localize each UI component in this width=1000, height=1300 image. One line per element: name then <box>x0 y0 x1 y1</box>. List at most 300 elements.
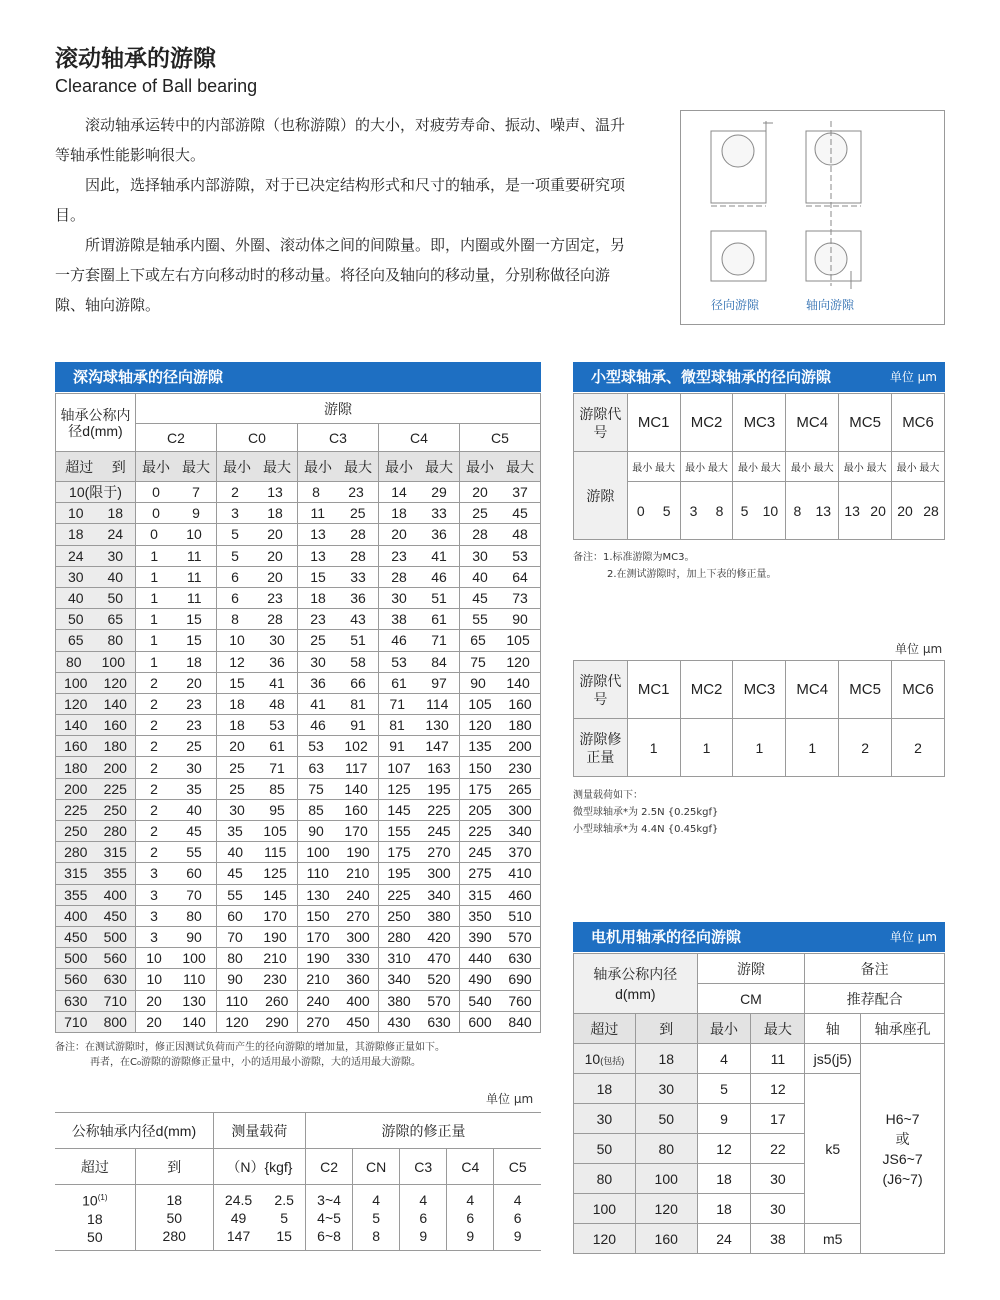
cell-value: 2 <box>150 717 158 734</box>
cell-value: 355 <box>64 886 88 903</box>
table1-group-head: C0 <box>217 424 298 452</box>
cell-value: 20 <box>229 738 245 755</box>
table2-to-head: 到 <box>135 1149 213 1185</box>
cell-value: 20 <box>186 674 202 691</box>
cell-value: 265 <box>508 780 532 797</box>
clearance-range <box>298 905 379 926</box>
cell-value: 7 <box>192 484 200 501</box>
cell-value: 540 <box>468 992 492 1009</box>
cell-value: 20 <box>897 502 913 519</box>
table2-c5 <box>494 1185 541 1251</box>
table5-max: 最大 <box>751 1014 805 1044</box>
table5-over: 80 <box>574 1164 636 1194</box>
cell-value: 71 <box>389 695 406 712</box>
clearance-range <box>298 799 379 820</box>
clearance-range <box>298 1011 379 1032</box>
cell-value: 3~4 <box>317 1191 341 1208</box>
clearance-range <box>460 842 541 863</box>
cell-value: 114 <box>426 695 449 712</box>
cell-value: 150 <box>468 759 492 776</box>
cell-value: 40 <box>227 844 244 861</box>
table4-value: 1 <box>786 719 839 777</box>
clearance-range <box>460 587 541 608</box>
cell-value: 100 <box>101 653 125 670</box>
bore-range <box>56 969 136 990</box>
cell-value: 315 <box>103 844 127 861</box>
table4-correction-label: 游隙修正量 <box>574 719 628 777</box>
cell-value: 最小 <box>385 458 413 475</box>
cell-value: 275 <box>468 865 492 882</box>
cell-value: 18 <box>391 505 407 522</box>
table1-col-head: 轴承公称内径d(mm) <box>56 394 136 452</box>
cell-value: 91 <box>350 717 366 734</box>
cell-value: 140 <box>64 717 88 734</box>
cell-value: 51 <box>350 632 366 649</box>
cell-value: 160 <box>508 695 532 712</box>
clearance-range <box>136 1011 217 1032</box>
cell-value: 11 <box>187 547 202 564</box>
clearance-range <box>217 884 298 905</box>
clearance-range <box>460 905 541 926</box>
cell-value: 41 <box>269 674 285 691</box>
clearance-range <box>379 651 460 672</box>
clearance-range <box>379 736 460 757</box>
clearance-range <box>298 969 379 990</box>
table5-max: 17 <box>751 1104 805 1134</box>
bore-range <box>56 778 136 799</box>
table2-class-head: C2 <box>306 1149 353 1185</box>
cell-value: 11 <box>187 568 202 585</box>
intro-paragraph: 所谓游隙是轴承内圈、外圈、滚动体之间的间隙量。即，内圈或外圈一方固定，另一方套圈上下或左右方向移动时的移动量。将径向及轴向的移动量，分别称做径向游隙、轴向游隙。 <box>55 236 626 314</box>
cell-value: 75 <box>308 780 324 797</box>
table3-title <box>573 362 945 392</box>
cell-value: 70 <box>227 929 243 946</box>
cell-value: 147 <box>425 738 449 755</box>
cell-value: 15 <box>229 674 245 691</box>
clearance-range <box>217 609 298 630</box>
cell-value: 105 <box>263 823 287 840</box>
cell-value: 48 <box>512 526 528 543</box>
table4-code: MC2 <box>680 661 733 719</box>
clearance-range <box>298 545 379 566</box>
clearance-range <box>217 926 298 947</box>
table5-over: 超过 <box>574 1014 636 1044</box>
load-n: 147 <box>226 1227 251 1244</box>
cell-value: 5 <box>372 1209 381 1226</box>
cell-value: 450 <box>64 929 88 946</box>
table2-unit: 单位 μm <box>486 1092 534 1106</box>
table1-group-head: C5 <box>460 424 541 452</box>
cell-value: 210 <box>263 950 287 967</box>
clearance-range <box>379 566 460 587</box>
cell-value: 5 <box>662 502 671 519</box>
cell-value: 110 <box>225 992 248 1009</box>
table-row <box>56 609 541 630</box>
cell-value: 29 <box>431 484 447 501</box>
cell-value: 290 <box>265 1013 289 1030</box>
table5-to: 100 <box>635 1164 697 1194</box>
cell-value: 710 <box>103 992 127 1009</box>
cell-value: 97 <box>431 674 447 691</box>
cell-value: 9 <box>513 1227 522 1244</box>
cell-value: 15 <box>186 611 202 628</box>
cell-value: 200 <box>508 738 532 755</box>
cell-value: 510 <box>508 907 532 924</box>
table-row <box>56 566 541 587</box>
table5-max: 12 <box>751 1074 805 1104</box>
cell-value: 30 <box>269 632 285 649</box>
table2-head-load: 测量载荷 <box>213 1113 305 1149</box>
table4-note: 小型球轴承*为 4.4N {0.45kgf} <box>573 824 719 835</box>
clearance-range <box>136 693 217 714</box>
clearance-range <box>379 503 460 524</box>
clearance-range <box>298 778 379 799</box>
clearance-range <box>217 503 298 524</box>
cell-value: 225 <box>64 801 88 818</box>
clearance-range <box>379 842 460 863</box>
cell-value: 36 <box>310 674 326 691</box>
cell-value: 280 <box>103 823 127 840</box>
clearance-range <box>217 672 298 693</box>
cell-value: 41 <box>310 695 326 712</box>
clearance-range <box>460 990 541 1011</box>
table1-min-max <box>460 452 541 482</box>
clearance-range <box>298 863 379 884</box>
table5-min: 18 <box>697 1164 751 1194</box>
clearance-range <box>298 757 379 778</box>
table4-note: 微型球轴承*为 2.5N {0.25kgf} <box>573 807 719 818</box>
cell-value: 520 <box>427 971 451 988</box>
cell-value: 13 <box>815 502 832 519</box>
cell-value: 400 <box>346 992 370 1009</box>
table-row <box>56 630 541 651</box>
clearance-range <box>379 969 460 990</box>
cell-value: 125 <box>387 780 411 797</box>
table3-code: MC2 <box>680 394 733 452</box>
cell-value: 50 <box>67 611 84 628</box>
table2-load-unit: （N）{kgf} <box>213 1149 305 1185</box>
cell-value: 560 <box>103 950 127 967</box>
cell-value: 300 <box>427 865 451 882</box>
cell-value: 46 <box>391 632 407 649</box>
table-row <box>56 503 541 524</box>
cell-value: 130 <box>306 886 330 903</box>
cell-value: 250 <box>64 823 88 840</box>
miniature-clearance-table <box>573 393 945 540</box>
cell-value: 120 <box>468 717 492 734</box>
clearance-range <box>217 757 298 778</box>
clearance-range <box>379 715 460 736</box>
clearance-range <box>298 609 379 630</box>
cell-value: 23 <box>310 611 326 628</box>
cell-value: 18 <box>87 1210 103 1227</box>
table5-title-text: 电机用轴承的径向游隙 <box>591 928 742 946</box>
bore-range <box>56 799 136 820</box>
table5-fit-head: 推荐配合 <box>805 984 945 1014</box>
clearance-range <box>460 566 541 587</box>
cell-value: 13 <box>310 526 326 543</box>
bore-range <box>56 863 136 884</box>
cell-value: 160 <box>344 801 368 818</box>
table5-housing-fit <box>861 1044 945 1254</box>
cell-value: 50 <box>87 1228 103 1245</box>
cell-value: 23 <box>186 717 202 734</box>
table-row <box>56 545 541 566</box>
cell-value: 18 <box>267 505 283 522</box>
cell-value: 90 <box>470 674 486 691</box>
cell-value: 25 <box>229 759 245 776</box>
cell-value: 120 <box>225 1013 249 1030</box>
cell-value: 20 <box>267 526 283 543</box>
cell-value: 30 <box>229 801 245 818</box>
cell-value: 145 <box>263 886 287 903</box>
table5-shaft-fit: js5(j5) <box>805 1044 861 1074</box>
bore-range <box>56 609 136 630</box>
table5-min: 12 <box>697 1134 751 1164</box>
cell-value: 470 <box>427 950 451 967</box>
cell-value: 50 <box>107 590 124 607</box>
clearance-range <box>379 672 460 693</box>
cell-value: 81 <box>389 717 405 734</box>
load-kgf: 15 <box>276 1227 292 1244</box>
cell-value: 3 <box>231 505 239 522</box>
cell-value: 45 <box>512 505 528 522</box>
clearance-range <box>136 715 217 736</box>
table2-head-bore: 公称轴承内径d(mm) <box>55 1113 213 1149</box>
table4-value: 1 <box>733 719 786 777</box>
cell-value: 400 <box>64 907 88 924</box>
cell-value: 65 <box>470 632 486 649</box>
bearing-drawing <box>681 111 946 326</box>
cell-value: 25 <box>310 632 326 649</box>
cell-value: 2 <box>150 780 158 797</box>
cell-value: 450 <box>346 1013 370 1030</box>
cell-value: 140 <box>344 780 368 797</box>
cell-value: 1 <box>150 568 159 585</box>
bore-range <box>56 926 136 947</box>
table4-code: MC1 <box>627 661 680 719</box>
cell-value: 3 <box>150 865 158 882</box>
cell-value: 710 <box>64 1013 88 1030</box>
cell-value: 18 <box>310 590 326 607</box>
cell-value: 225 <box>427 801 451 818</box>
cell-value: 8 <box>312 484 320 501</box>
cell-value: 105 <box>506 632 530 649</box>
clearance-range <box>136 778 217 799</box>
cell-value: 81 <box>350 695 366 712</box>
cell-value: 65 <box>107 611 124 628</box>
bore-range <box>56 524 136 545</box>
table5-min: 5 <box>697 1074 751 1104</box>
clearance-range <box>136 884 217 905</box>
table3-min-max: 最小 最大 <box>733 452 786 482</box>
table1-min-max <box>136 452 217 482</box>
cell-value: 300 <box>346 929 370 946</box>
table4-value: 2 <box>839 719 892 777</box>
cell-value: 37 <box>512 484 528 501</box>
clearance-range <box>460 884 541 905</box>
clearance-range <box>460 799 541 820</box>
clearance-range <box>298 990 379 1011</box>
cell-value: 110 <box>183 971 206 988</box>
cell-value: 500 <box>64 950 88 967</box>
page-subtitle: Clearance of Ball bearing <box>55 76 258 96</box>
cell-value: 390 <box>468 929 492 946</box>
table-row <box>56 926 541 947</box>
table5-col-head: 轴承公称内径d(mm) <box>574 954 698 1014</box>
cell-value: 2 <box>150 674 158 691</box>
table2-c3 <box>400 1185 447 1251</box>
clearance-range <box>460 757 541 778</box>
cell-value: 1 <box>150 632 158 649</box>
cell-value: 190 <box>263 929 287 946</box>
cell-value: 2 <box>150 738 158 755</box>
table-row <box>56 1011 541 1032</box>
clearance-range <box>136 566 217 587</box>
cell-value: 145 <box>387 801 411 818</box>
cell-value: 80 <box>186 907 202 924</box>
table5-max: 30 <box>751 1194 805 1224</box>
table2-to <box>135 1185 213 1251</box>
cell-value: 33 <box>431 505 447 522</box>
load-n: 49 <box>230 1209 247 1226</box>
table-row <box>56 990 541 1011</box>
table3-min-max: 最小 最大 <box>839 452 892 482</box>
cell-value: 240 <box>346 886 370 903</box>
cell-value: 2 <box>231 484 239 501</box>
table1-min-max <box>298 452 379 482</box>
table-row <box>56 672 541 693</box>
cell-value: 170 <box>344 823 368 840</box>
table3-min-max: 最小 最大 <box>627 452 680 482</box>
cell-value: 195 <box>387 865 411 882</box>
cell-value: 73 <box>512 590 528 607</box>
clearance-range <box>460 969 541 990</box>
cell-value: 410 <box>508 865 532 882</box>
cell-value: 600 <box>468 1013 492 1030</box>
axial-clearance-label: 轴向游隙 <box>806 298 855 312</box>
cell-value: 18 <box>186 653 202 670</box>
cell-value: 28 <box>267 611 283 628</box>
cell-value: 18 <box>166 1191 183 1208</box>
clearance-range <box>136 609 217 630</box>
cell-value: 135 <box>468 738 492 755</box>
table5-over: 120 <box>574 1224 636 1254</box>
cell-value: 170 <box>306 929 330 946</box>
table-row <box>56 821 541 842</box>
clearance-range <box>379 482 460 503</box>
table2-head-correction: 游隙的修正量 <box>306 1113 542 1149</box>
cell-value: 190 <box>306 950 330 967</box>
cell-value: 240 <box>306 992 330 1009</box>
cell-value: 10 <box>762 502 779 519</box>
cell-value: 45 <box>186 823 202 840</box>
table3-code-label: 游隙代号 <box>574 394 628 452</box>
cell-value: 315 <box>468 886 492 903</box>
cell-value: 90 <box>308 823 324 840</box>
cell-value: 30 <box>472 547 488 564</box>
cell-value: 1 <box>150 547 159 564</box>
cell-value: 23 <box>391 547 407 564</box>
table-row <box>56 905 541 926</box>
clearance-range <box>136 926 217 947</box>
cell-value: 80 <box>107 632 124 649</box>
cell-value: 370 <box>508 844 532 861</box>
cell-value: 6 <box>231 590 239 607</box>
cell-value: 36 <box>269 653 285 670</box>
cell-value: 630 <box>427 1013 451 1030</box>
fit-line: JS6~7 <box>882 1150 923 1167</box>
cell-value: 160 <box>103 717 127 734</box>
cell-value: 65 <box>67 632 84 649</box>
cell-value: 230 <box>508 759 532 776</box>
intro-paragraph: 因此，选择轴承内部游隙，对于已决定结构形式和尺寸的轴承，是一项重要研究项目。 <box>55 176 626 224</box>
clearance-range <box>379 778 460 799</box>
clearance-range <box>136 524 217 545</box>
cell-value: 840 <box>508 1013 532 1030</box>
cell-value: 20 <box>391 526 407 543</box>
table5-shaft-fit: k5 <box>805 1074 861 1224</box>
cell-value: 130 <box>425 717 449 734</box>
cell-value: 63 <box>308 759 325 776</box>
bore-range <box>56 566 136 587</box>
cell-value: 3 <box>150 907 158 924</box>
cell-value: 280 <box>64 844 88 861</box>
table1-group-head: C2 <box>136 424 217 452</box>
cell-value: 230 <box>263 971 287 988</box>
bearing-diagram <box>680 110 945 325</box>
cell-value: 270 <box>427 844 451 861</box>
cell-value: 440 <box>468 950 492 967</box>
cell-value: 2 <box>150 695 158 712</box>
cell-value: 40 <box>472 568 488 585</box>
cell-value: 58 <box>350 653 366 670</box>
clearance-range <box>217 863 298 884</box>
clearance-range <box>379 821 460 842</box>
cell-value: 18 <box>229 717 245 734</box>
cell-value: 5 <box>740 502 749 519</box>
cell-value: 40 <box>67 590 84 607</box>
cell-value: 120 <box>506 653 530 670</box>
cell-value: 210 <box>346 865 370 882</box>
cell-value: 80 <box>66 653 82 670</box>
cell-value: 66 <box>350 674 366 691</box>
cell-value: 40 <box>186 801 202 818</box>
clearance-range <box>217 948 298 969</box>
table1-note: 再者，在C₀游隙的游隙修正量中，小的适用最小游隙，大的适用最大游隙。 <box>90 1057 421 1068</box>
cell-value: 30 <box>107 547 124 564</box>
cell-value: 110 <box>306 865 329 882</box>
cell-value: 245 <box>468 844 492 861</box>
cell-value: 340 <box>387 971 411 988</box>
fit-line: 或 <box>895 1130 910 1147</box>
clearance-range <box>217 545 298 566</box>
cell-value: 23 <box>348 484 364 501</box>
cell-value: 245 <box>427 823 451 840</box>
cell-value: 560 <box>64 971 88 988</box>
clearance-range <box>136 990 217 1011</box>
cell-value: 155 <box>387 823 411 840</box>
table5-min: 9 <box>697 1104 751 1134</box>
clearance-range <box>136 651 217 672</box>
table-row <box>56 778 541 799</box>
clearance-range <box>298 587 379 608</box>
cell-value: 20 <box>146 992 162 1009</box>
bore-range <box>56 757 136 778</box>
table3-value <box>839 482 892 540</box>
clearance-range <box>136 736 217 757</box>
cell-value: 1 <box>150 590 159 607</box>
